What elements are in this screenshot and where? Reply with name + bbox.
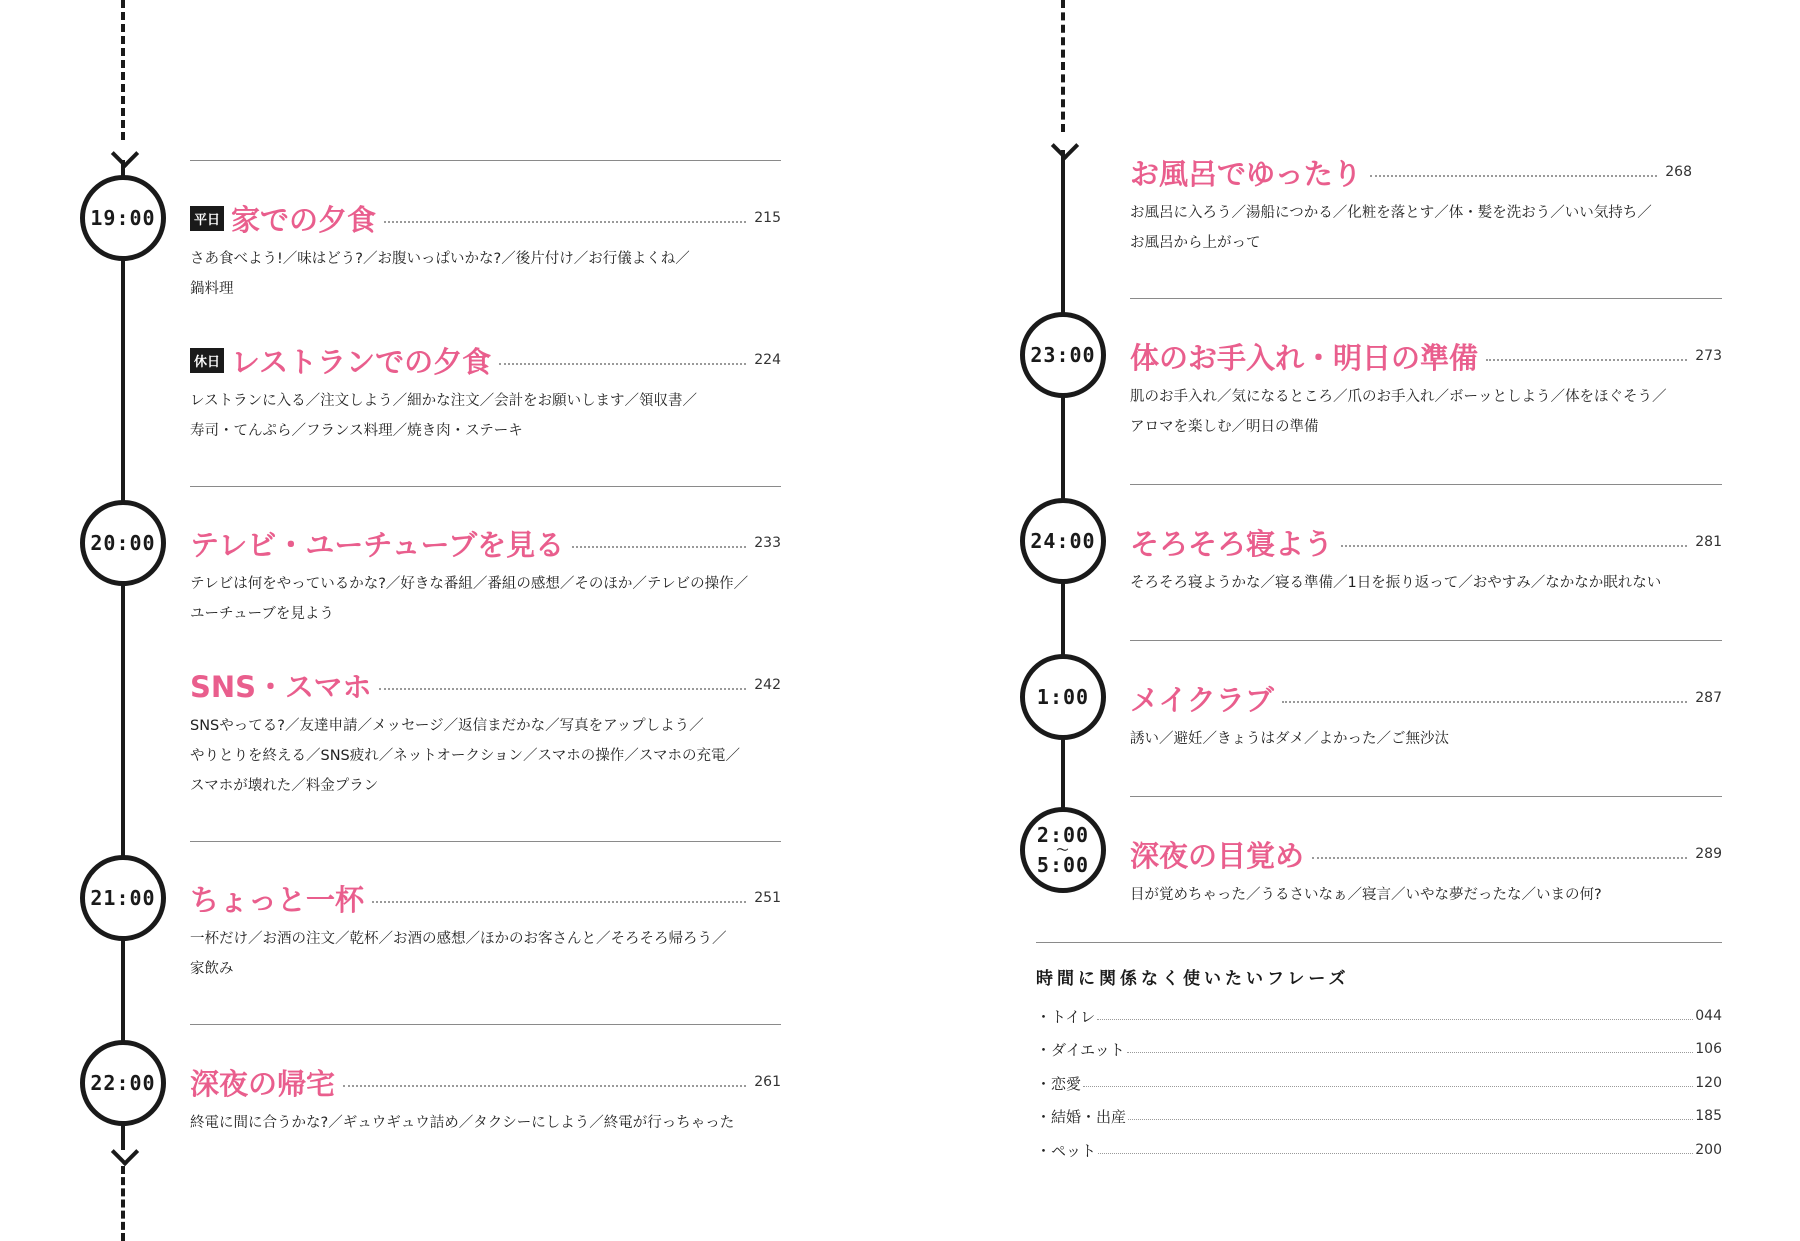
section-divider (1130, 796, 1722, 797)
entry-topics: SNSやってる?／友達申請／メッセージ／返信まだかな／写真をアップしよう／ やりとりを終える／SNS疲れ／ネットオークション／スマホの操作／スマホの充電／ スマホが壊れた／料金プラン (190, 718, 740, 794)
toc-entry[interactable] (1130, 834, 1722, 910)
entry-title: ちょっと一杯 (190, 882, 365, 917)
timeline-dash-top-right (1061, 0, 1065, 132)
page-number: 233 (754, 535, 781, 551)
entry-title: テレビ・ユーチューブを見る (190, 527, 565, 562)
page-number: 261 (754, 1074, 781, 1090)
page-number: 287 (1695, 690, 1722, 706)
misc-phrase-item[interactable] (1036, 1138, 1722, 1162)
entry-topics: さあ食べよう!／味はどう?／お腹いっぱいかな?／後片付け／お行儀よくね／ 鍋料理 (190, 251, 690, 297)
toc-entry[interactable] (1130, 336, 1722, 442)
clock-badge: 24:00 (1020, 498, 1106, 584)
entry-title: 深夜の目覚め (1130, 838, 1305, 873)
entry-title: SNS・スマホ (190, 669, 372, 704)
toc-entry[interactable] (190, 1062, 781, 1138)
dot-leader (499, 363, 746, 365)
dot-leader (1098, 1153, 1693, 1154)
entry-topics: 一杯だけ／お酒の注文／乾杯／お酒の感想／ほかのお客さんと／そろそろ帰ろう／ 家飲み (190, 931, 727, 977)
clock-badge (1020, 807, 1106, 893)
page-number: 289 (1695, 846, 1722, 862)
entry-title: お風呂でゆったり (1130, 156, 1362, 191)
dot-leader (1128, 1119, 1693, 1120)
page-number: 224 (754, 352, 781, 368)
toc-entry[interactable] (190, 665, 781, 801)
clock-range-separator: 〜 (1056, 843, 1070, 857)
dot-leader (1312, 857, 1687, 859)
misc-phrase-item[interactable] (1036, 1104, 1722, 1128)
toc-entry[interactable] (1130, 678, 1722, 754)
entry-title: 家での夕食 (231, 202, 377, 237)
page-number: 120 (1695, 1075, 1722, 1091)
toc-entry[interactable] (190, 340, 781, 446)
clock-badge: 19:00 (80, 175, 166, 261)
dot-leader (379, 688, 746, 690)
dot-leader (1127, 1052, 1693, 1053)
section-divider (1130, 298, 1722, 299)
toc-entry[interactable] (190, 523, 781, 629)
misc-phrase-label: ・トイレ (1036, 1007, 1096, 1026)
weekday-badge: 平日 (190, 206, 224, 231)
page-number: 268 (1665, 164, 1692, 180)
clock-badge: 23:00 (1020, 312, 1106, 398)
entry-title: メイクラブ (1130, 682, 1274, 717)
misc-phrases-title: 時間に関係なく使いたいフレーズ (1036, 969, 1350, 989)
page-number: 251 (754, 890, 781, 906)
arrow-down-icon (1051, 132, 1079, 160)
misc-phrase-item[interactable] (1036, 1037, 1722, 1061)
entry-topics: レストランに入る／注文しよう／細かな注文／会計をお願いします／領収書／ 寿司・てんぷら／フランス料理／焼き肉・ステーキ (190, 393, 698, 439)
arrow-down-icon (111, 140, 139, 168)
toc-entry[interactable] (190, 878, 781, 984)
entry-topics: 肌のお手入れ／気になるところ／爪のお手入れ／ボーッとしよう／体をほぐそう／ アロマを楽しむ／明日の準備 (1130, 389, 1667, 435)
dot-leader (1486, 359, 1687, 361)
entry-title: レストランでの夕食 (231, 344, 492, 379)
dot-leader (1341, 545, 1687, 547)
section-divider (190, 486, 781, 487)
toc-entry[interactable] (190, 198, 781, 304)
misc-phrase-label: ・ペット (1036, 1141, 1097, 1160)
dot-leader (343, 1085, 746, 1087)
timeline-line-left (121, 160, 125, 1150)
timeline-dash-top-left (121, 0, 125, 140)
entry-topics: 誘い／避妊／きょうはダメ／よかった／ご無沙汰 (1130, 731, 1449, 747)
entry-title: 深夜の帰宅 (190, 1066, 336, 1101)
dot-leader (1370, 175, 1658, 177)
page-number: 242 (754, 677, 781, 693)
page-number: 106 (1695, 1041, 1722, 1057)
page-number: 200 (1695, 1142, 1722, 1158)
entry-title: 体のお手入れ・明日の準備 (1130, 340, 1479, 375)
holiday-badge: 休日 (190, 348, 224, 373)
dot-leader (572, 546, 746, 548)
dot-leader (1282, 701, 1687, 703)
arrow-down-icon (111, 1138, 139, 1166)
entry-topics: お風呂に入ろう／湯船につかる／化粧を落とす／体・髪を洗おう／いい気持ち／ お風呂から上がって (1130, 205, 1652, 251)
dot-leader (372, 901, 746, 903)
entry-topics: そろそろ寝ようかな／寝る準備／1日を振り返って／おやすみ／なかなか眠れない (1130, 575, 1662, 591)
section-divider (1036, 942, 1722, 943)
section-divider (1130, 484, 1722, 485)
dot-leader (1097, 1019, 1693, 1020)
entry-topics: 目が覚めちゃった／うるさいなぁ／寝言／いやな夢だったな／いまの何? (1130, 887, 1602, 903)
page-number: 281 (1695, 534, 1722, 550)
entry-topics: テレビは何をやっているかな?／好きな番組／番組の感想／そのほか／テレビの操作／ ユーチューブを見よう (190, 576, 749, 622)
toc-entry[interactable] (1130, 522, 1722, 598)
clock-range-end: 5:00 (1036, 853, 1090, 877)
section-divider (190, 841, 781, 842)
toc-entry[interactable] (1130, 152, 1692, 258)
page-number: 044 (1695, 1008, 1722, 1024)
misc-phrase-label: ・ダイエット (1036, 1040, 1125, 1059)
page-number: 185 (1695, 1108, 1722, 1124)
entry-topics: 終電に間に合うかな?／ギュウギュウ詰め／タクシーにしよう／終電が行っちゃった (190, 1115, 735, 1131)
clock-badge: 22:00 (80, 1040, 166, 1126)
section-divider (190, 160, 781, 161)
clock-badge: 21:00 (80, 855, 166, 941)
section-divider (1130, 640, 1722, 641)
misc-phrase-item[interactable] (1036, 1071, 1722, 1095)
dot-leader (384, 221, 746, 223)
entry-title: そろそろ寝よう (1130, 526, 1334, 561)
page-number: 273 (1695, 348, 1722, 364)
clock-badge: 20:00 (80, 500, 166, 586)
clock-range-start: 2:00 (1036, 823, 1090, 847)
page-number: 215 (754, 210, 781, 226)
misc-phrase-item[interactable] (1036, 1004, 1722, 1028)
misc-phrase-label: ・結婚・出産 (1036, 1107, 1127, 1126)
misc-phrase-label: ・恋愛 (1036, 1074, 1082, 1093)
timeline-dash-bottom-left (121, 1166, 125, 1241)
dot-leader (1083, 1086, 1693, 1087)
clock-badge: 1:00 (1020, 654, 1106, 740)
section-divider (190, 1024, 781, 1025)
